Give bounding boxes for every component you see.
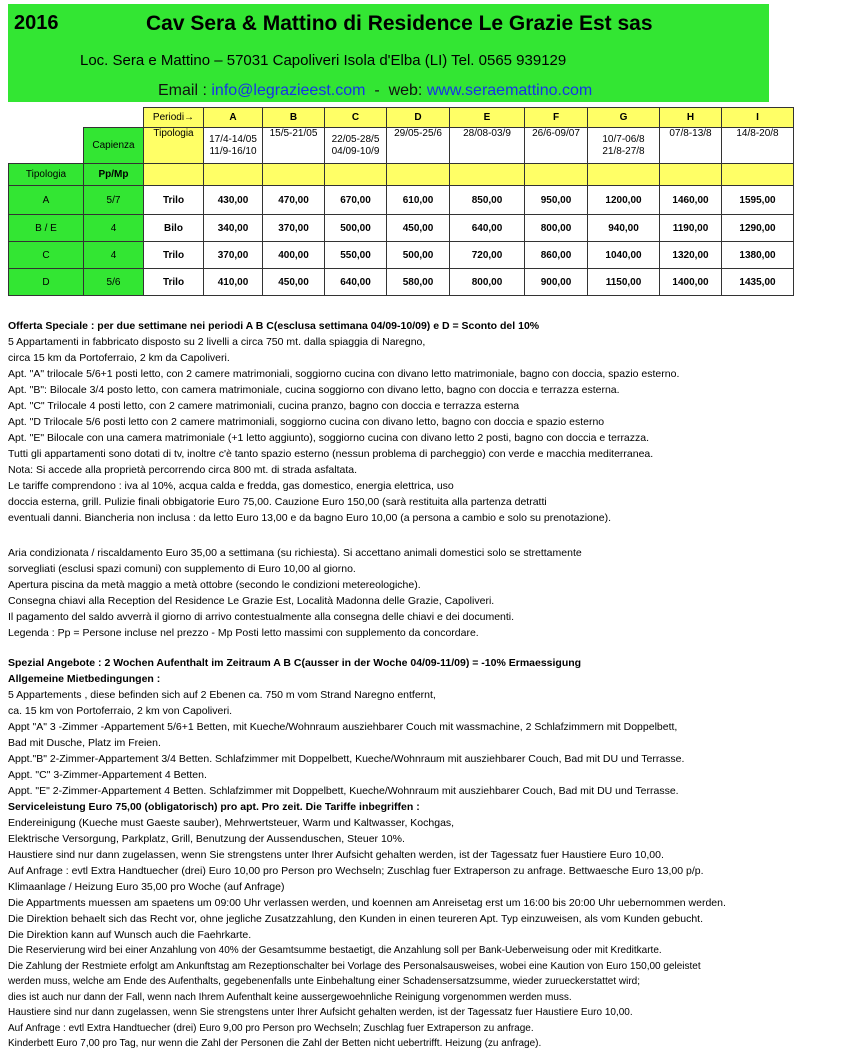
- price-cell: 800,00: [525, 215, 588, 242]
- apt-code: C: [9, 242, 84, 269]
- price-cell: 340,00: [204, 215, 263, 242]
- web-label: web:: [388, 82, 423, 99]
- text-line: circa 15 km da Portoferraio, 2 km da Capoliveri.: [8, 352, 230, 364]
- apt-type: Trilo: [144, 269, 204, 296]
- price-cell: 430,00: [204, 186, 263, 215]
- text-line: dies ist auch nur dann der Fall, wenn nach Ihrem Aufenthalt keine aussergewoehnliche Reinigung vorgenommen werden muss.: [8, 991, 572, 1003]
- section-heading: Allgemeine Mietbedingungen :: [8, 673, 161, 685]
- price-cell: 860,00: [525, 242, 588, 269]
- price-cell: 1460,00: [660, 186, 722, 215]
- price-cell: 580,00: [387, 269, 450, 296]
- separator: -: [374, 82, 380, 99]
- period-code-row: [9, 108, 794, 128]
- price-cell: 610,00: [387, 186, 450, 215]
- apt-type: Trilo: [144, 242, 204, 269]
- period-dates: 10/7-06/8 21/8-27/8: [588, 128, 660, 164]
- price-cell: 370,00: [263, 215, 325, 242]
- text-line: werden muss, welche am Ende des Aufenthalts, gegebenenfalls unte Einbehaltung einer Schadensersatzsumme, wieder zurueckerstattet wird;: [8, 976, 641, 987]
- table-row: [9, 215, 794, 242]
- apt-capacity: 5/7: [84, 186, 144, 215]
- text-line: Aria condizionata / riscaldamento Euro 35,00 a settimana (su richiesta). Si accettano animali domestici solo se strettamente: [8, 547, 582, 559]
- offer-line: Spezial Angebote : 2 Wochen Aufenthalt im Zeitraum A B C(ausser in der Woche 04/09-11/09) = -10% Ermaessigung: [8, 657, 582, 669]
- text-line: Haustiere sind nur dann zugelassen, wenn Sie strengstens unter Ihrer Aufsicht gehalten werden, ist der Tagessatz fuer Haustiere Euro 10,00.: [8, 1007, 633, 1018]
- text-line: Haustiere sind nur dann zugelassen, wenn Sie strengstens unter Ihrer Aufsicht gehalten werden, ist der Tagessatz fuer Haustiere Euro 10,00.: [8, 849, 664, 861]
- text-line: Klimaanlage / Heizung Euro 35,00 pro Woche (auf Anfrage): [8, 881, 285, 893]
- tipologia-header: Tipologia: [144, 128, 204, 164]
- price-cell: 400,00: [263, 242, 325, 269]
- periodi-label: Periodi→: [144, 108, 204, 128]
- text-line: Apt. "A" trilocale 5/6+1 posti letto, con 2 camere matrimoniali, soggiorno cucina con divano letto matrimoniale, bagno con doccia, spazio esterno.: [8, 368, 680, 380]
- italian-conditions: [8, 318, 848, 526]
- apt-code: A: [9, 186, 84, 215]
- text-line: Tutti gli appartamenti sono dotati di tv, inoltre c'è tanto spazio esterno (nessun problema di parcheggio) con verde e macchia mediterranea.: [8, 448, 654, 460]
- apt-capacity: 4: [84, 215, 144, 242]
- period-code: F: [525, 108, 588, 128]
- price-cell: 950,00: [525, 186, 588, 215]
- price-cell: 1400,00: [660, 269, 722, 296]
- price-cell: 1380,00: [722, 242, 794, 269]
- text-line: Die Direktion kann auf Wunsch auch die Faehrkarte.: [8, 929, 252, 941]
- period-dates: 26/6-09/07: [525, 128, 588, 164]
- period-dates: 15/5-21/05: [263, 128, 325, 164]
- text-line: Le tariffe comprendono : iva al 10%, acqua calda e fredda, gas domestico, energia elettrica, uso: [8, 480, 454, 492]
- email-label: Email :: [158, 82, 207, 99]
- apt-type: Bilo: [144, 215, 204, 242]
- price-cell: 370,00: [204, 242, 263, 269]
- price-cell: 500,00: [325, 215, 387, 242]
- text-line: Appt."B" 2-Zimmer-Appartement 3/4 Betten. Schlafzimmer mit Doppelbett, Kueche/Wohnraum mit ausziehbarer Couch, Bad mit DU und Terrasse.: [8, 753, 685, 765]
- price-cell: 410,00: [204, 269, 263, 296]
- table-row: [9, 242, 794, 269]
- period-code: B: [263, 108, 325, 128]
- price-cell: 940,00: [588, 215, 660, 242]
- text-line: Nota: Si accede alla proprietà percorrendo circa 800 mt. di strada asfaltata.: [8, 464, 358, 476]
- ppmp-label: Pp/Mp: [84, 164, 144, 186]
- table-row: [9, 186, 794, 215]
- rates-table: [8, 107, 794, 296]
- email-link[interactable]: info@legrazieest.com: [211, 82, 366, 99]
- period-dates: 22/05-28/5 04/09-10/9: [325, 128, 387, 164]
- text-line: sorvegliati (esclusi spazi comuni) con supplemento di Euro 10,00 al giorno.: [8, 563, 356, 575]
- text-line: Apt. "B": Bilocale 3/4 posto letto, con camera matrimoniale, cucina soggiorno con divano letto, bagno con doccia e terrazza esterna.: [8, 384, 620, 396]
- period-code: A: [204, 108, 263, 128]
- period-dates-row: [9, 128, 794, 164]
- german-payment: [8, 943, 848, 1052]
- price-cell: 1200,00: [588, 186, 660, 215]
- text-line: Die Reservierung wird bei einer Anzahlung von 40% der Gesamtsumme bestaetigt, die Anzahlung soll per Bank-Ueberweisung oder mit Kreditkarte.: [8, 945, 662, 956]
- price-cell: 850,00: [450, 186, 525, 215]
- price-cell: 640,00: [325, 269, 387, 296]
- address-line: Loc. Sera e Mattino – 57031 Capoliveri Isola d'Elba (LI) Tel. 0565 939129: [80, 52, 567, 69]
- period-code: C: [325, 108, 387, 128]
- period-code: E: [450, 108, 525, 128]
- text-line: Elektrische Versorgung, Parkplatz, Grill, Benutzung der Aussenduschen, Steuer 10%.: [8, 833, 405, 845]
- price-cell: 470,00: [263, 186, 325, 215]
- text-line: Appt "A" 3 -Zimmer -Appartement 5/6+1 Betten, mit Kueche/Wohnraum ausziehbarer Couch mit wassmachine, 2 Schlafzimmern mit Doppelbett,: [8, 721, 678, 733]
- apt-capacity: 4: [84, 242, 144, 269]
- price-cell: 450,00: [387, 215, 450, 242]
- text-line: Die Appartments muessen am spaetens um 09:00 Uhr verlassen werden, und koennen am Anreisetag erst um 16:00 bis 20:00 Uhr uebernommen werden.: [8, 897, 726, 909]
- period-code: I: [722, 108, 794, 128]
- text-line: Auf Anfrage : evtl Extra Handtuecher (drei) Euro 9,00 pro Person pro Wechseln; Zuschlag fuer Extraperson zu anfrage.: [8, 1022, 534, 1034]
- period-dates: 17/4-14/05 11/9-16/10: [204, 128, 263, 164]
- text-line: Apt. "C" Trilocale 4 posti letto, con 2 camere matrimoniali, cucina pranzo, bagno con doccia e terrazza esterna: [8, 400, 520, 412]
- apt-code: B / E: [9, 215, 84, 242]
- price-cell: 800,00: [450, 269, 525, 296]
- page-title: Cav Sera & Mattino di Residence Le Grazie Est sas: [146, 12, 653, 35]
- period-dates: 14/8-20/8: [722, 128, 794, 164]
- text-line: Endereinigung (Kueche must Gaeste sauber), Mehrwertsteuer, Warm und Kaltwasser, Kochgas,: [8, 817, 455, 829]
- text-line: Bad mit Dusche, Platz im Freien.: [8, 737, 161, 749]
- price-cell: 1150,00: [588, 269, 660, 296]
- text-line: Apertura piscina da metà maggio a metà ottobre (secondo le condizioni metereologiche).: [8, 579, 421, 591]
- price-cell: 1190,00: [660, 215, 722, 242]
- period-code: D: [387, 108, 450, 128]
- price-cell: 1435,00: [722, 269, 794, 296]
- price-cell: 1595,00: [722, 186, 794, 215]
- text-line: Die Direktion behaelt sich das Recht vor, ohne jegliche Zusatzzahlung, den Kunden in einen teureren Apt. Typ einzuweisen, als vom Kunden gebucht.: [8, 913, 703, 925]
- text-line: eventuali danni. Biancheria non inclusa : da letto Euro 13,00 e da bagno Euro 10,00 (a persona a cambio e solo su prenotazione).: [8, 512, 611, 524]
- price-cell: 450,00: [263, 269, 325, 296]
- price-cell: 640,00: [450, 215, 525, 242]
- price-cell: 500,00: [387, 242, 450, 269]
- offer-line: Offerta Speciale : per due settimane nei periodi A B C(esclusa settimana 04/09-10/09) e D = Sconto del 10%: [8, 320, 540, 332]
- text-line: doccia esterna, grill. Pulizie finali obbigatorie Euro 75,00. Cauzione Euro 150,00 (sarà restituita alla partenza detratti: [8, 496, 547, 508]
- text-line: Kinderbett Euro 7,00 pro Tag, nur wenn die Zahl der Personen die Zahl der Betten nicht uebertrifft. Heizung (zu anfrage).: [8, 1038, 542, 1049]
- price-cell: 670,00: [325, 186, 387, 215]
- price-cell: 900,00: [525, 269, 588, 296]
- period-dates: 07/8-13/8: [660, 128, 722, 164]
- period-code: G: [588, 108, 660, 128]
- subheader-row: [9, 164, 794, 186]
- period-code: H: [660, 108, 722, 128]
- section-heading: Serviceleistung Euro 75,00 (obligatorisch) pro apt. Pro zeit. Die Tariffe inbegriffen :: [8, 801, 420, 813]
- text-line: Appt. "E" 2-Zimmer-Appartement 4 Betten. Schlafzimmer mit Doppelbett, Kueche/Wohnraum mit ausziehbarer Couch, Bad mit DU und Terrasse.: [8, 785, 679, 797]
- text-line: Die Zahlung der Restmiete erfolgt am Ankunftstag am Rezeptionschalter bei Vorlage des Personalsausweises, wobei eine Kaution von Euro 150,00 geleistet: [8, 960, 701, 972]
- price-cell: 1040,00: [588, 242, 660, 269]
- period-dates: 29/05-25/6: [387, 128, 450, 164]
- text-line: Il pagamento del saldo avverrà il giorno di arrivo contestualmente alla consegna delle chiavi e dei documenti.: [8, 611, 515, 623]
- price-cell: 720,00: [450, 242, 525, 269]
- italian-extras: [8, 545, 848, 641]
- price-cell: 1290,00: [722, 215, 794, 242]
- apt-type: Trilo: [144, 186, 204, 215]
- period-dates: 28/08-03/9: [450, 128, 525, 164]
- german-conditions: [8, 655, 848, 943]
- year-label: 2016: [14, 12, 59, 34]
- table-row: [9, 269, 794, 296]
- capienza-label: Capienza: [84, 128, 144, 164]
- text-line: Consegna chiavi alla Reception del Residence Le Grazie Est, Località Madonna delle Grazie, Capoliveri.: [8, 595, 495, 607]
- text-line: Apt. "E" Bilocale con una camera matrimoniale (+1 letto aggiunto), soggiorno cucina con divano letto 2 posti, bagno con doccia e terrazza.: [8, 432, 650, 444]
- tipologia-label: Tipologia: [9, 164, 84, 186]
- text-line: Legenda : Pp = Persone incluse nel prezzo - Mp Posti letto massimi con supplemento da concordare.: [8, 627, 479, 639]
- text-line: Appt. "C" 3-Zimmer-Appartement 4 Betten.: [8, 769, 207, 781]
- apt-code: D: [9, 269, 84, 296]
- web-link[interactable]: www.seraemattino.com: [426, 82, 593, 99]
- text-line: 5 Appartements , diese befinden sich auf 2 Ebenen ca. 750 m vom Strand Naregno entfernt,: [8, 689, 436, 701]
- apt-capacity: 5/6: [84, 269, 144, 296]
- text-line: Apt. "D Trilocale 5/6 posti letto con 2 camere matrimoniali, soggiorno cucina con divano letto, bagno con doccia e spazio esterno: [8, 416, 605, 428]
- price-cell: 550,00: [325, 242, 387, 269]
- text-line: Auf Anfrage : evtl Extra Handtuecher (drei) Euro 10,00 pro Person pro Wechseln; Zuschlag fuer Extraperson zu anfrage. Bettwaesche Euro 13,00 p/p.: [8, 865, 704, 877]
- text-line: 5 Appartamenti in fabbricato disposto su 2 livelli a circa 750 mt. dalla spiaggia di Naregno,: [8, 336, 426, 348]
- price-cell: 1320,00: [660, 242, 722, 269]
- contact-line: [158, 82, 592, 100]
- text-line: ca. 15 km von Portoferraio, 2 km von Capoliveri.: [8, 705, 233, 717]
